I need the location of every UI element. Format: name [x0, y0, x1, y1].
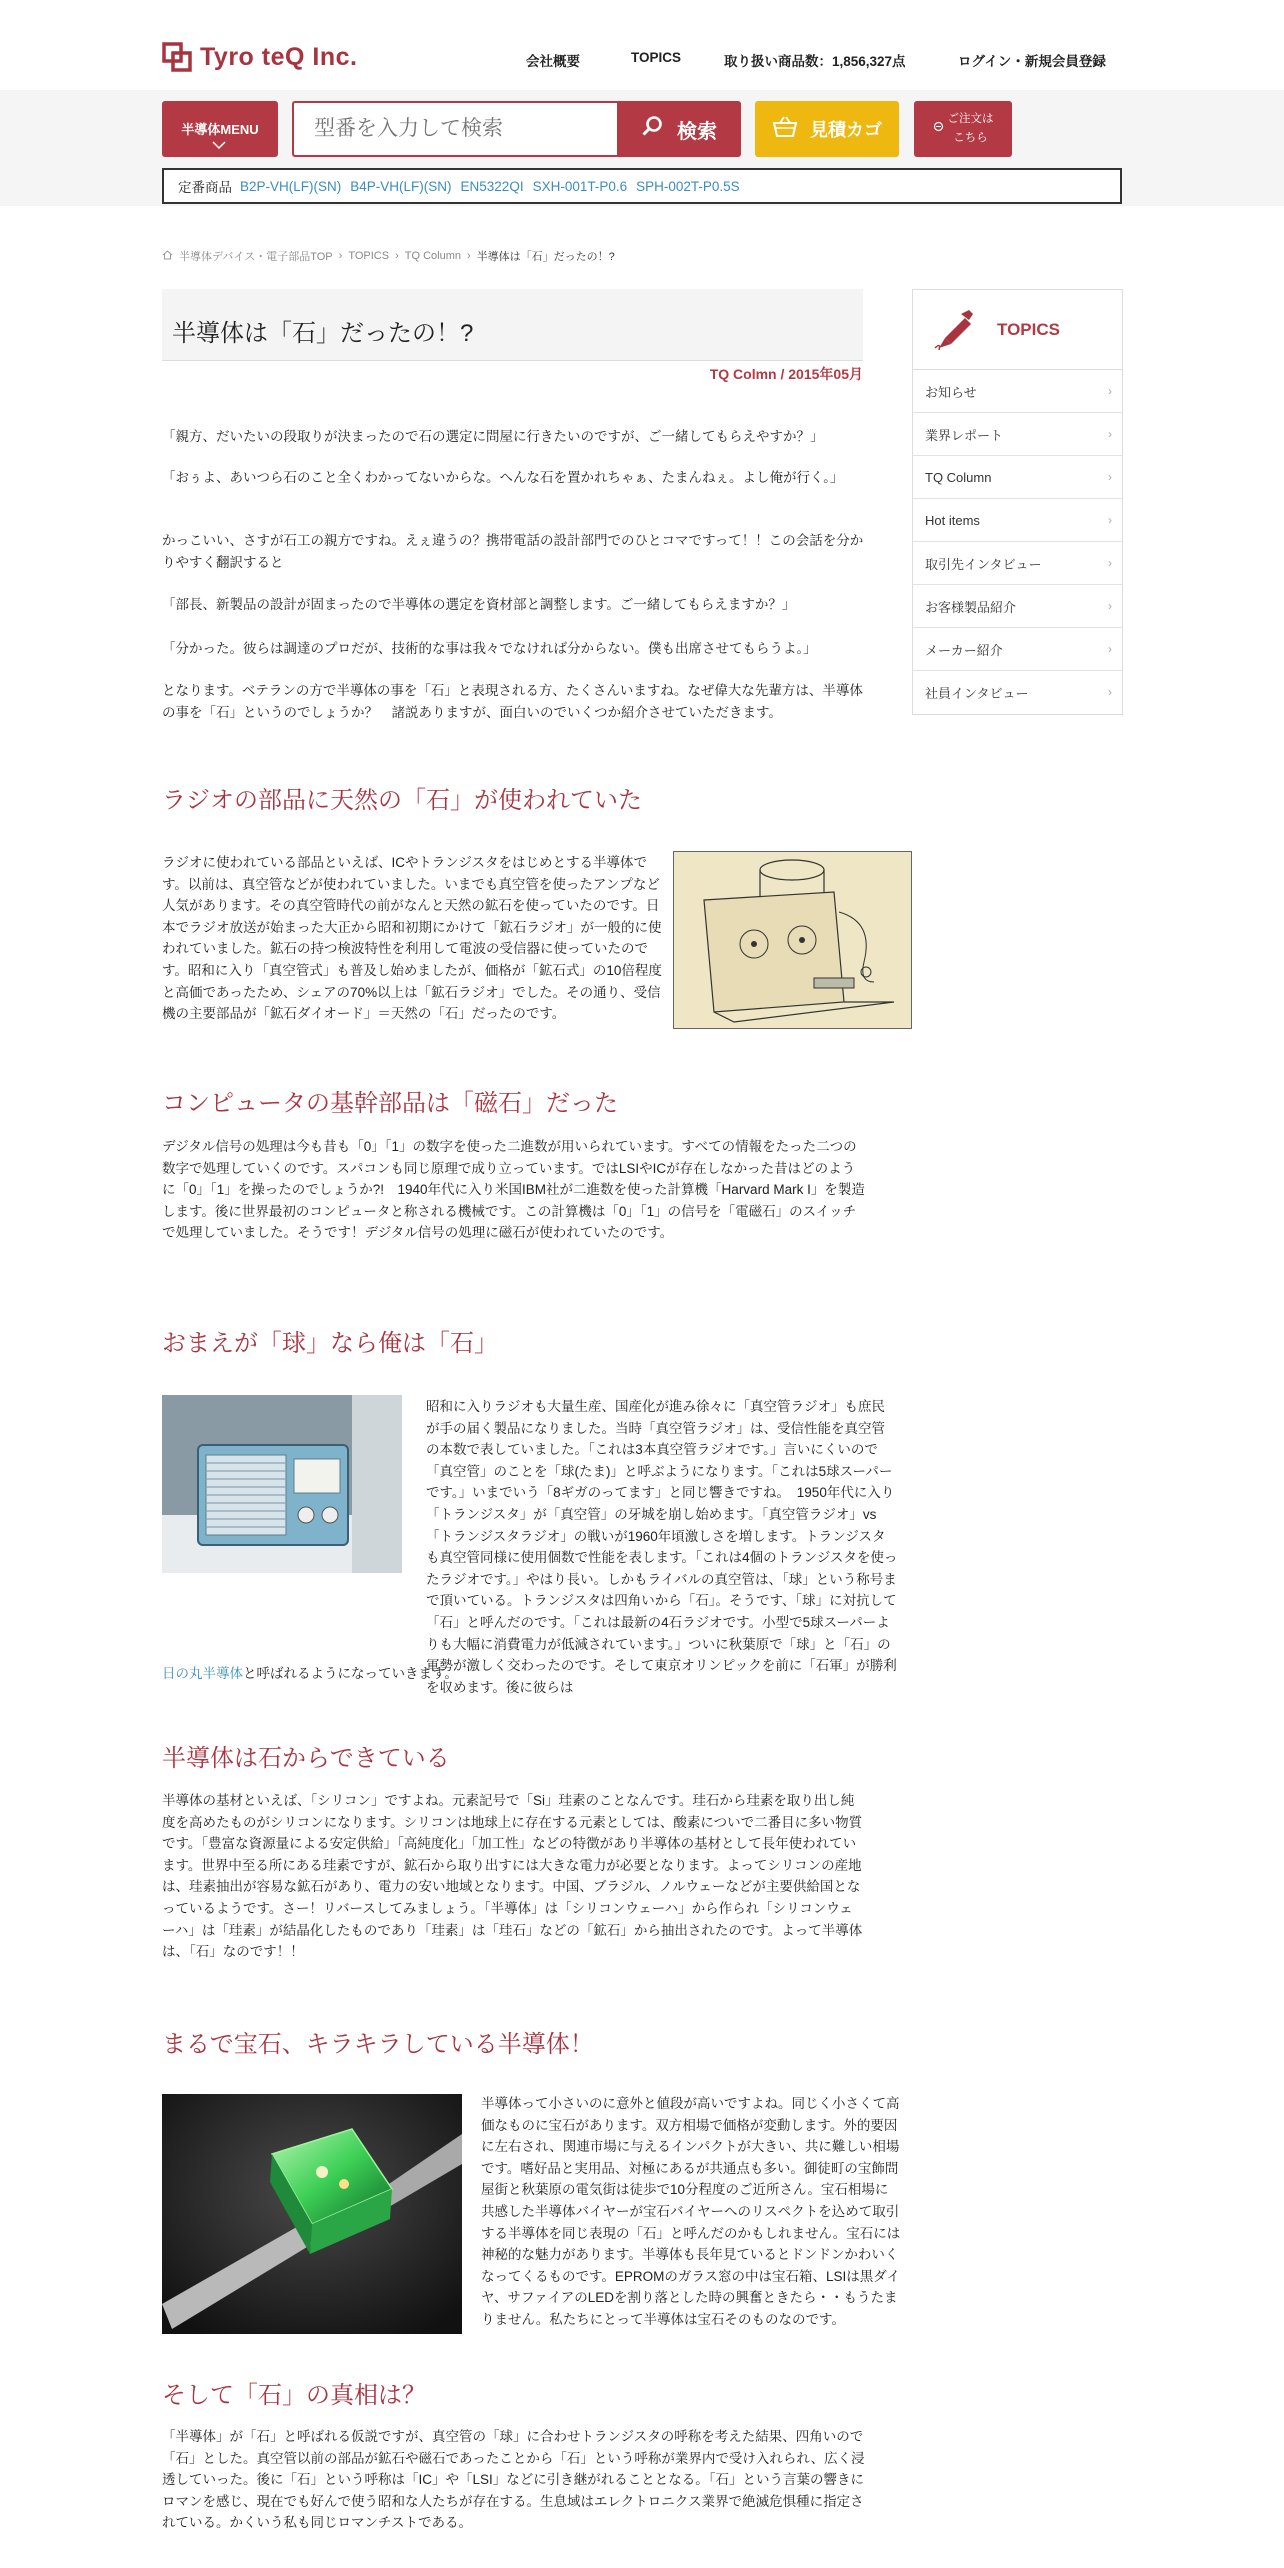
breadcrumb-link[interactable]: TQ Column [404, 250, 462, 262]
article-byline: TQ Colmn / 2015年05月 [709, 366, 863, 382]
section-text: 「半導体」が「石」と呼ばれる仮説ですが、真空管の「球」に合わせトランジスタの呼称を考えた結果、四角いので「石」とした。真空管以前の部品が鉱石や磁石であったことから「石」という呼称が業界内で受け入れられ、広く浸透していった。後に「石」という呼称は「IC」や「LSI」などに引き継がれることとなる。「石」という言葉の響きにロマンを感じ、現在でも好んで使う昭和な人たちが存在する。生息域はエレクトロニクス業界で絶滅危惧種に指定されている。かくいう私も同じロマンチストである。 [162, 2429, 865, 2531]
crystal-semiconductor-photo [162, 2094, 462, 2334]
sidebar-item-staff-interview[interactable]: 社員インタビュー › [925, 685, 1112, 701]
cart-label: 見積カゴ [810, 120, 882, 140]
basket-icon [772, 116, 798, 143]
popular-product-link[interactable]: SXH-001T-P0.6 [532, 178, 628, 194]
order-button[interactable] [914, 101, 1012, 157]
intro-paragraph: 「親方、だいたいの段取りが決まったので石の選定に問屋に行きたいのですが、ご一緒してもらえやすか？」 [162, 429, 824, 444]
breadcrumb-link[interactable]: 半導体デバイス・電子部品TOP [179, 251, 333, 263]
quote-cart-button[interactable] [755, 101, 899, 157]
sidebar-header [913, 290, 1122, 370]
section-heading: 半導体は石からできている [162, 1745, 450, 1772]
search-field[interactable] [292, 101, 618, 157]
section-text: 昭和に入りラジオも大量生産、国産化が進み徐々に「真空管ラジオ」も庶民が手の届く製品になりました。当時「真空管ラジオ」は、受信性能を真空管の本数で表していました。「これは3本真空管ラジオです。」言いにくいので「真空管」のことを「球(たま)」と呼ぶようになります。「これは5球スーパーです。」いまでいう「8ギガのってます」と同じ響きですね。 1950年代に入り「トランジスタ」が「真空管」の牙城を崩し始めます。「真空管ラジオ」vs「トランジスタラジオ」の戦いが1960年頃激しさを増します。トランジスタも真空管同様に使用個数で性能を表します。「これは4個のトランジスタを使ったラジオです。」やはり長い。しかもライバルの真空管は、「球」という称号まで頂いている。トランジスタは四角いから「石」。そうです、「球」に対抗して「石」と呼んだのです。「これは最新の4石ラジオです。小型で5球スーパーよりも大幅に消費電力が低減されています。」ついに秋葉原で「球」と「石」の軍勢が激しく交わったのです。そして東京オリンピックを前に「石軍」が勝利を収めます。後に彼らは [426, 1399, 898, 1695]
section-text-continued: 日の丸半導体と呼ばれるようになっていきます。 [162, 1666, 458, 1681]
section-text: 半導体って小さいのに意外と値段が高いですよね。同じく小さくて高価なものに宝石があります。双方相場で価格が変動します。外的要因に左右され、関連市場に与えるインパクトが大きい、共に難しい相場です。嗜好品と実用品、対極にあるが共通点も多い。御徒町の宝飾問屋街と秋葉原の電気街は徒歩で10分程度のご近所さん。宝石相場に共感した半導体バイヤーが宝石バイヤーへのリスペクトを込めて取引する半導体を同じ表現の「石」と呼んだのかもしれません。宝石には神秘的な魅力があります。半導体も長年見ているとドンドンかわいくなってくるものです。EPROMのガラス窓の中は宝石箱、LSIは黒ダイヤ、サファイアのLEDを割り落とした時の興奮ときたら・・もうたまりません。私たちにとって半導体は宝石そのものなのです。 [481, 2096, 901, 2327]
home-icon[interactable] [162, 250, 173, 263]
section-heading: まるで宝石、キラキラしている半導体！ [162, 2031, 594, 2058]
section-heading: ラジオの部品に天然の「石」が使われていた [162, 787, 642, 814]
pen-icon [931, 306, 977, 355]
popular-product-link[interactable]: B4P-VH(LF)(SN) [350, 178, 452, 194]
page-title: 半導体は「石」だったの！? [172, 320, 474, 347]
order-label: ご注文は こちら [947, 113, 994, 144]
popular-products-label: 定番商品 [178, 180, 232, 195]
section-text: デジタル信号の処理は今も昔も「0」「1」の数字を使った二進数が用いられています。すべての情報をたった二つの数字で処理していくのです。スパコンも同じ原理で成り立っています。ではLSIやICが存在しなかった昔はどのように「0」「1」を操ったのでしょうか?! 1940年代に入り米国IBM社が二進数を使った計算機「Harvard Mark I」を製造します。後に世界最初のコンピュータと称される機械です。この計算機は「0」「1」の信号を「電磁石」のスイッチで処理していました。そうです！デジタル信号の処理に磁石が使われていたのです。 [162, 1139, 865, 1241]
topics-sidebar [912, 289, 1123, 715]
logo[interactable] [162, 40, 357, 74]
hinomaru-semiconductor-link[interactable]: 日の丸半導体 [162, 1666, 243, 1681]
crystal-radio-illustration [673, 851, 912, 1029]
breadcrumb-current: 半導体は「石」だったの！? [476, 251, 615, 263]
sidebar-item-client-interview[interactable]: 取引先インタビュー › [913, 542, 1122, 585]
section-heading: コンピュータの基幹部品は「磁石」だった [162, 1090, 618, 1117]
search-input[interactable] [294, 103, 618, 155]
intro-paragraph: 「分かった。彼らは調達のプロだが、技術的な事は我々でなければ分からない。僕も出席させてもらうよ。」 [162, 641, 817, 656]
popular-products-bar [162, 168, 1122, 204]
nav-company[interactable]: 会社概要 [526, 54, 580, 69]
menu-label: 半導体MENU [181, 122, 259, 137]
sidebar-title: TOPICS [997, 320, 1060, 339]
sidebar-item-maker[interactable]: メーカー紹介 › [913, 628, 1122, 671]
search-button[interactable] [617, 101, 741, 157]
breadcrumb-link[interactable]: TOPICS [348, 250, 390, 262]
sidebar-item-hot-items[interactable]: Hot items › [913, 499, 1122, 542]
tube-radio-photo [162, 1395, 402, 1573]
section-text: ラジオに使われている部品といえば、ICやトランジスタをはじめとする半導体です。以前は、真空管などが使われていました。いまでも真空管を使ったアンプなど人気があります。その真空管時代の前がなんと天然の鉱石を使っていたのです。日本でラジオ放送が始まった大正から昭和初期にかけて「鉱石ラジオ」が一般的に使われていました。鉱石の持つ検波特性を利用して電波の受信器に使っていたのです。昭和に入り「真空管式」も普及し始めましたが、価格が「鉱石式」の10倍程度と高価であったため、シェアの70%以上は「鉱石ラジオ」でした。その通り、受信機の主要部品が「鉱石ダイオード」＝天然の「石」だったのです。 [162, 855, 662, 1022]
section-heading: そして「石」の真相は？ [162, 2382, 426, 2409]
sidebar-item-customer-products[interactable]: お客様製品紹介 › [913, 585, 1122, 628]
search-icon [641, 115, 663, 143]
sidebar-item-news[interactable]: お知らせ › [913, 370, 1122, 413]
popular-product-link[interactable]: EN5322QI [460, 178, 524, 194]
nav-login[interactable]: ログイン・新規会員登録 [958, 54, 1106, 69]
cart-small-icon [933, 120, 944, 139]
intro-paragraph: 「おぅよ、あいつら石のこと全くわかってないからな。へんな石を置かれちゃぁ、たまんねぇ。よし俺が行く。」 [162, 470, 844, 485]
intro-paragraph: 「部長、新製品の設計が固まったので半導体の選定を資材部と調整します。ご一緒してもらえますか？」 [162, 597, 796, 612]
chevron-down-icon [212, 137, 226, 145]
logo-mark-icon [162, 42, 192, 72]
product-count: 取り扱い商品数：1,856,327点 [724, 54, 906, 69]
semiconductor-menu-button[interactable] [162, 101, 278, 157]
section-text: 半導体の基材といえば、「シリコン」ですよね。元素記号で「Si」珪素のことなんです。珪石から珪素を取り出し純度を高めたものがシリコンになります。シリコンは地球上に存在する元素としては、酸素についで二番目に多い物質です。「豊富な資源量による安定供給」「高純度化」「加工性」などの特徴があり半導体の基材として長年使われています。世界中至る所にある珪素ですが、鉱石から取り出すには大きな電力が必要となります。よってシリコンの産地は、珪素抽出が容易な鉱石があり、電力の安い地域となります。中国、ブラジル、ノルウェーなどが主要供給国となっているようです。さー！リバースしてみましょう。「半導体」は「シリコンウェーハ」から作られ「シリコンウェーハ」は「珪素」が結晶化したものであり「珪素」は「珪石」などの「鉱石」から抽出されたのです。よって半導体は、「石」なのです！！ [162, 1793, 863, 1960]
intro-paragraph: となります。ベテランの方で半導体の事を「石」と表現される方、たくさんいますね。なぜ偉大な先輩方は、半導体の事を「石」というのでしょうか？ 諸説ありますが、面白いのでいくつか紹介させていただきます。 [162, 683, 863, 720]
logo-text: Tyro teQ Inc. [200, 42, 358, 71]
nav-topics[interactable]: TOPICS [631, 50, 682, 65]
section-heading: おまえが「球」なら俺は「石」 [162, 1330, 498, 1357]
popular-product-link[interactable]: B2P-VH(LF)(SN) [240, 178, 342, 194]
search-label: 検索 [677, 120, 717, 143]
sidebar-item-tq-column[interactable]: TQ Column › [913, 456, 1122, 499]
breadcrumb: 半導体デバイス・電子部品TOP › TOPICS › TQ Column › 半導体は「石」だったの！? [162, 248, 615, 264]
sidebar-item-industry-report[interactable]: 業界レポート › [913, 413, 1122, 456]
article-title-box [162, 289, 863, 361]
intro-paragraph: かっこいい、さすが石工の親方ですね。えぇ違うの？携帯電話の設計部門でのひとコマですって！！この会話を分かりやすく翻訳すると [162, 533, 864, 570]
popular-product-link[interactable]: SPH-002T-P0.5S [636, 178, 740, 194]
